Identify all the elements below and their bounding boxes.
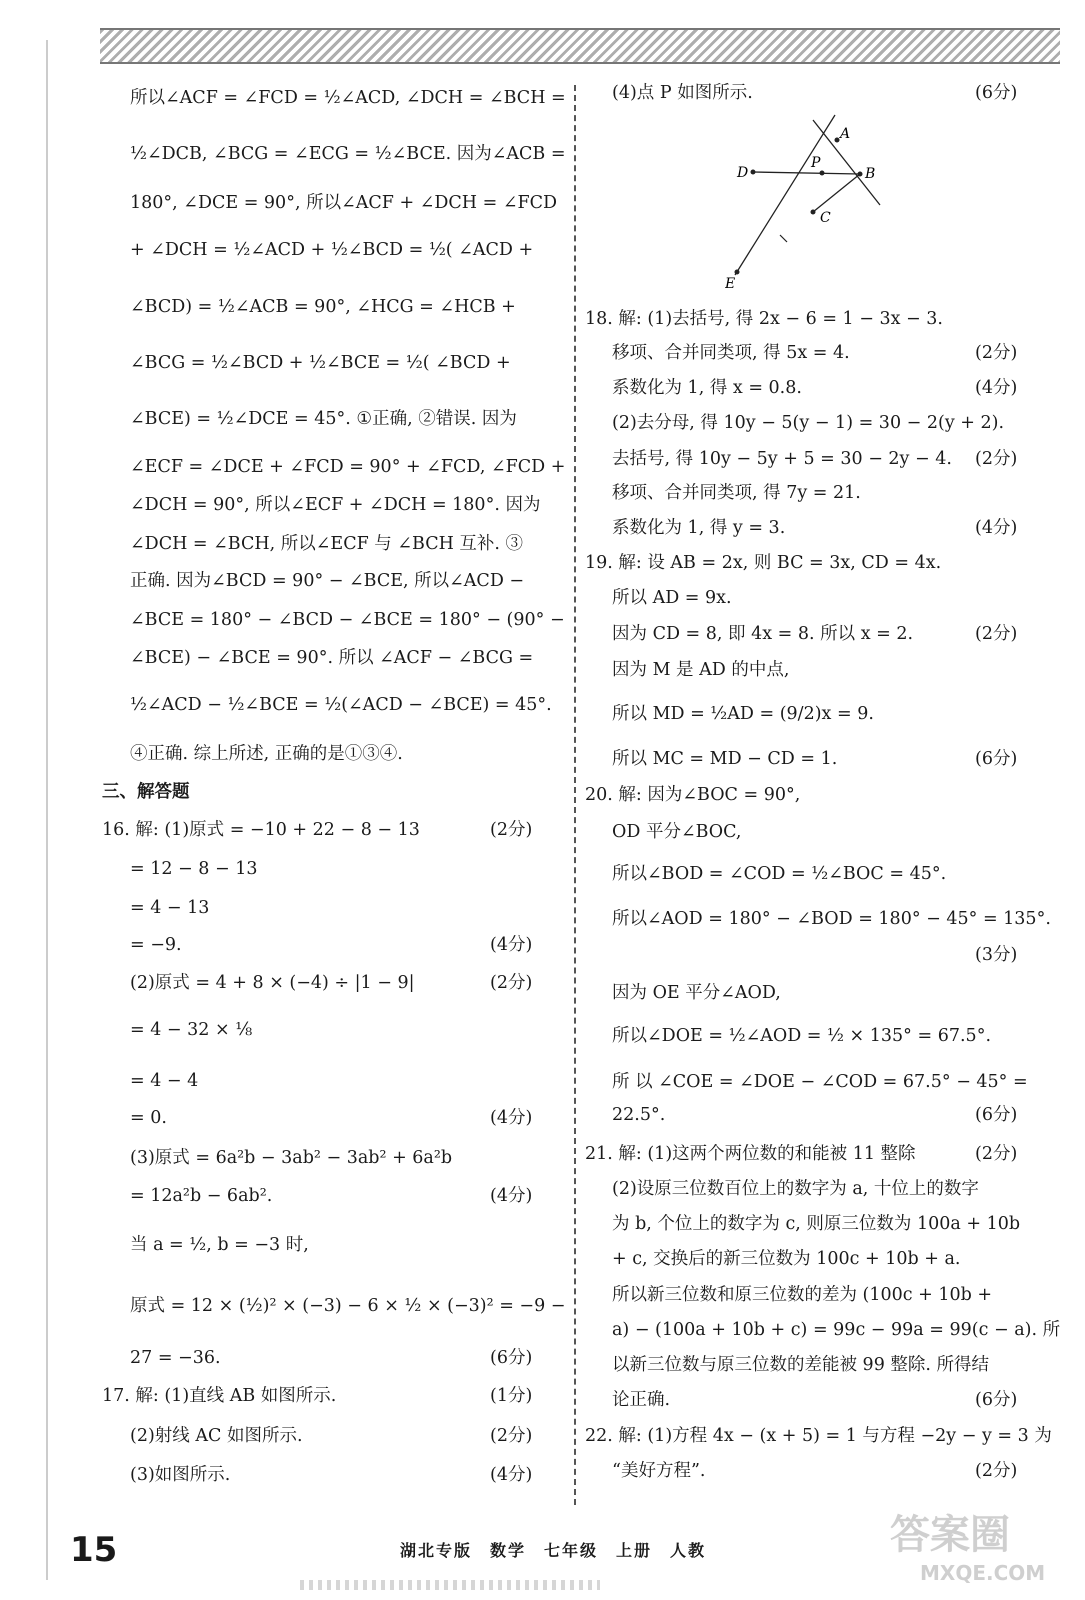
- text-line: = 4 − 13: [130, 898, 210, 918]
- text-line: 所以∠ACF = ∠FCD = ½∠ACD, ∠DCH = ∠BCH =: [130, 88, 566, 108]
- text-line: a) − (100a + 10b + c) = 99c − 99a = 99(c − a). 所: [612, 1320, 1061, 1340]
- point-c: [811, 210, 816, 215]
- score-label: (1分): [490, 1386, 533, 1406]
- score-label: (4分): [490, 1186, 533, 1206]
- point-p: [820, 171, 825, 176]
- text-line: 20. 解: 因为∠BOC = 90°,: [585, 785, 801, 805]
- text-line: (2)射线 AC 如图所示.: [130, 1426, 303, 1446]
- score-label: (4分): [975, 518, 1018, 538]
- text-line: ∠BCE = 180° − ∠BCD − ∠BCE = 180° − (90° −: [130, 610, 565, 630]
- text-line: = −9.: [130, 935, 182, 955]
- text-line: 为 b, 个位上的数字为 c, 则原三位数为 100a + 10b: [612, 1214, 1021, 1234]
- footer-decoration: [300, 1580, 600, 1590]
- header-decoration: [100, 28, 1060, 64]
- score-label: (2分): [975, 449, 1018, 469]
- text-line: ½∠DCB, ∠BCG = ∠ECG = ½∠BCE. 因为∠ACB =: [130, 144, 566, 164]
- text-line: = 4 − 4: [130, 1071, 199, 1091]
- score-label: (4分): [490, 935, 533, 955]
- text-line: + ∠DCH = ½∠ACD + ½∠BCD = ½( ∠ACD +: [130, 240, 534, 260]
- score-label: (6分): [975, 1105, 1018, 1125]
- score-label: (6分): [975, 1390, 1018, 1410]
- text-line: 22. 解: (1)方程 4x − (x + 5) = 1 与方程 −2y − y = 3 为: [585, 1426, 1052, 1446]
- text-line: (3)原式 = 6a²b − 3ab² − 3ab² + 6a²b: [130, 1148, 453, 1168]
- text-line: 21. 解: (1)这两个两位数的和能被 11 整除: [585, 1144, 916, 1164]
- text-line: ∠BCG = ½∠BCD + ½∠BCE = ½( ∠BCD +: [130, 353, 511, 373]
- text-line: ∠DCH = 90°, 所以∠ECF + ∠DCH = 180°. 因为: [130, 495, 541, 515]
- geometry-figure: [725, 110, 925, 300]
- text-line: 正确. 因为∠BCD = 90° − ∠BCE, 所以∠ACD −: [130, 571, 525, 591]
- score-label: (2分): [975, 343, 1018, 363]
- text-line: 以新三位数与原三位数的差能被 99 整除. 所得结: [612, 1355, 990, 1375]
- score-label: (6分): [490, 1348, 533, 1368]
- text-line: 当 a = ½, b = −3 时,: [130, 1235, 309, 1255]
- score-label: (3分): [975, 945, 1018, 965]
- page-number: 15: [70, 1530, 118, 1570]
- text-line: ∠BCE) = ½∠DCE = 45°. ①正确, ②错误. 因为: [130, 409, 517, 429]
- text-line: ④正确. 综上所述, 正确的是①③④.: [130, 744, 403, 764]
- watermark-url: MXQE.COM: [920, 1561, 1046, 1585]
- text-line: 因为 M 是 AD 的中点,: [612, 660, 790, 680]
- score-label: (4分): [975, 378, 1018, 398]
- text-line: 所以新三位数和原三位数的差为 (100c + 10b +: [612, 1285, 993, 1305]
- score-label: (2分): [975, 1144, 1018, 1164]
- point-e: [735, 270, 740, 275]
- binding-mark: [46, 40, 54, 1580]
- text-line: 移项、合并同类项, 得 5x = 4.: [612, 343, 850, 363]
- score-label: (2分): [975, 1461, 1018, 1481]
- score-label: (6分): [975, 749, 1018, 769]
- text-line: 原式 = 12 × (½)² × (−3) − 6 × ½ × (−3)² = −9 −: [130, 1296, 566, 1316]
- text-line: 16. 解: (1)原式 = −10 + 22 − 8 − 13: [102, 820, 420, 840]
- text-line: 17. 解: (1)直线 AB 如图所示.: [102, 1386, 337, 1406]
- text-line: ∠BCE) − ∠BCE = 90°. 所以 ∠ACF − ∠BCG =: [130, 648, 534, 668]
- text-line: 系数化为 1, 得 x = 0.8.: [612, 378, 802, 398]
- text-line: ∠DCH = ∠BCH, 所以∠ECF 与 ∠BCH 互补. ③: [130, 534, 524, 554]
- text-line: ½∠ACD − ½∠BCE = ½(∠ACD − ∠BCE) = 45°.: [130, 695, 552, 715]
- text-line: 移项、合并同类项, 得 7y = 21.: [612, 483, 861, 503]
- text-line: 所以∠DOE = ½∠AOD = ½ × 135° = 67.5°.: [612, 1026, 992, 1046]
- text-line: 因为 OE 平分∠AOD,: [612, 983, 781, 1003]
- text-line: ∠BCD) = ½∠ACB = 90°, ∠HCG = ∠HCB +: [130, 297, 516, 317]
- score-label: (4分): [490, 1108, 533, 1128]
- text-line: (3)如图所示.: [130, 1465, 231, 1485]
- text-line: 所以 AD = 9x.: [612, 588, 732, 608]
- text-line: (2)设原三位数百位上的数字为 a, 十位上的数字: [612, 1179, 979, 1199]
- text-line: + c, 交换后的新三位数为 100c + 10b + a.: [612, 1249, 961, 1269]
- text-line: 所 以 ∠COE = ∠DOE − ∠COD = 67.5° − 45° =: [612, 1072, 1028, 1092]
- text-line: 180°, ∠DCE = 90°, 所以∠ACF + ∠DCH = ∠FCD: [130, 193, 558, 213]
- text-line: 系数化为 1, 得 y = 3.: [612, 518, 786, 538]
- score-label: (2分): [975, 624, 1018, 644]
- text-line: 27 = −36.: [130, 1348, 221, 1368]
- score-label: (2分): [490, 973, 533, 993]
- label-b: B: [865, 166, 876, 182]
- text-line: “美好方程”.: [612, 1461, 706, 1481]
- score-label: (6分): [975, 83, 1018, 103]
- text-line: = 12 − 8 − 13: [130, 859, 258, 879]
- footer-text: 湖北专版 数学 七年级 上册 人教: [400, 1541, 707, 1560]
- label-e: E: [725, 276, 736, 292]
- text-line: 22.5°.: [612, 1105, 666, 1125]
- text-line: 因为 CD = 8, 即 4x = 8. 所以 x = 2.: [612, 624, 914, 644]
- text-line: 所以 MD = ½AD = (9/2)x = 9.: [612, 704, 874, 724]
- score-label: (2分): [490, 1426, 533, 1446]
- text-line: 论正确.: [612, 1390, 671, 1410]
- text-line: = 12a²b − 6ab².: [130, 1186, 273, 1206]
- watermark-text: 答案圈: [890, 1512, 1010, 1558]
- score-label: (2分): [490, 820, 533, 840]
- point-a: [835, 138, 840, 143]
- text-line: (2)原式 = 4 + 8 × (−4) ÷ |1 − 9|: [130, 973, 415, 993]
- text-line: = 4 − 32 × ⅛: [130, 1020, 253, 1040]
- text-line: (2)去分母, 得 10y − 5(y − 1) = 30 − 2(y + 2).: [612, 413, 1005, 433]
- watermark-logo: [880, 1500, 1070, 1590]
- text-line: 三、解答题: [102, 782, 190, 802]
- label-c: C: [820, 210, 831, 226]
- point-d: [751, 170, 756, 175]
- label-d: D: [737, 165, 749, 181]
- text-line: = 0.: [130, 1108, 167, 1128]
- point-b: [858, 172, 863, 177]
- label-p: P: [811, 155, 821, 171]
- text-line: 所以∠BOD = ∠COD = ½∠BOC = 45°.: [612, 864, 947, 884]
- text-line: 18. 解: (1)去括号, 得 2x − 6 = 1 − 3x − 3.: [585, 309, 943, 329]
- text-line: ∠ECF = ∠DCE + ∠FCD = 90° + ∠FCD, ∠FCD +: [130, 457, 566, 477]
- text-line: 去括号, 得 10y − 5y + 5 = 30 − 2y − 4.: [612, 449, 952, 469]
- text-line: OD 平分∠BOC,: [612, 822, 742, 842]
- score-label: (4分): [490, 1465, 533, 1485]
- text-line: 19. 解: 设 AB = 2x, 则 BC = 3x, CD = 4x.: [585, 553, 942, 573]
- column-divider: [574, 85, 576, 1505]
- text-line: (4)点 P 如图所示.: [612, 83, 753, 103]
- label-a: A: [840, 126, 851, 142]
- text-line: 所以∠AOD = 180° − ∠BOD = 180° − 45° = 135°.: [612, 909, 1051, 929]
- text-line: 所以 MC = MD − CD = 1.: [612, 749, 838, 769]
